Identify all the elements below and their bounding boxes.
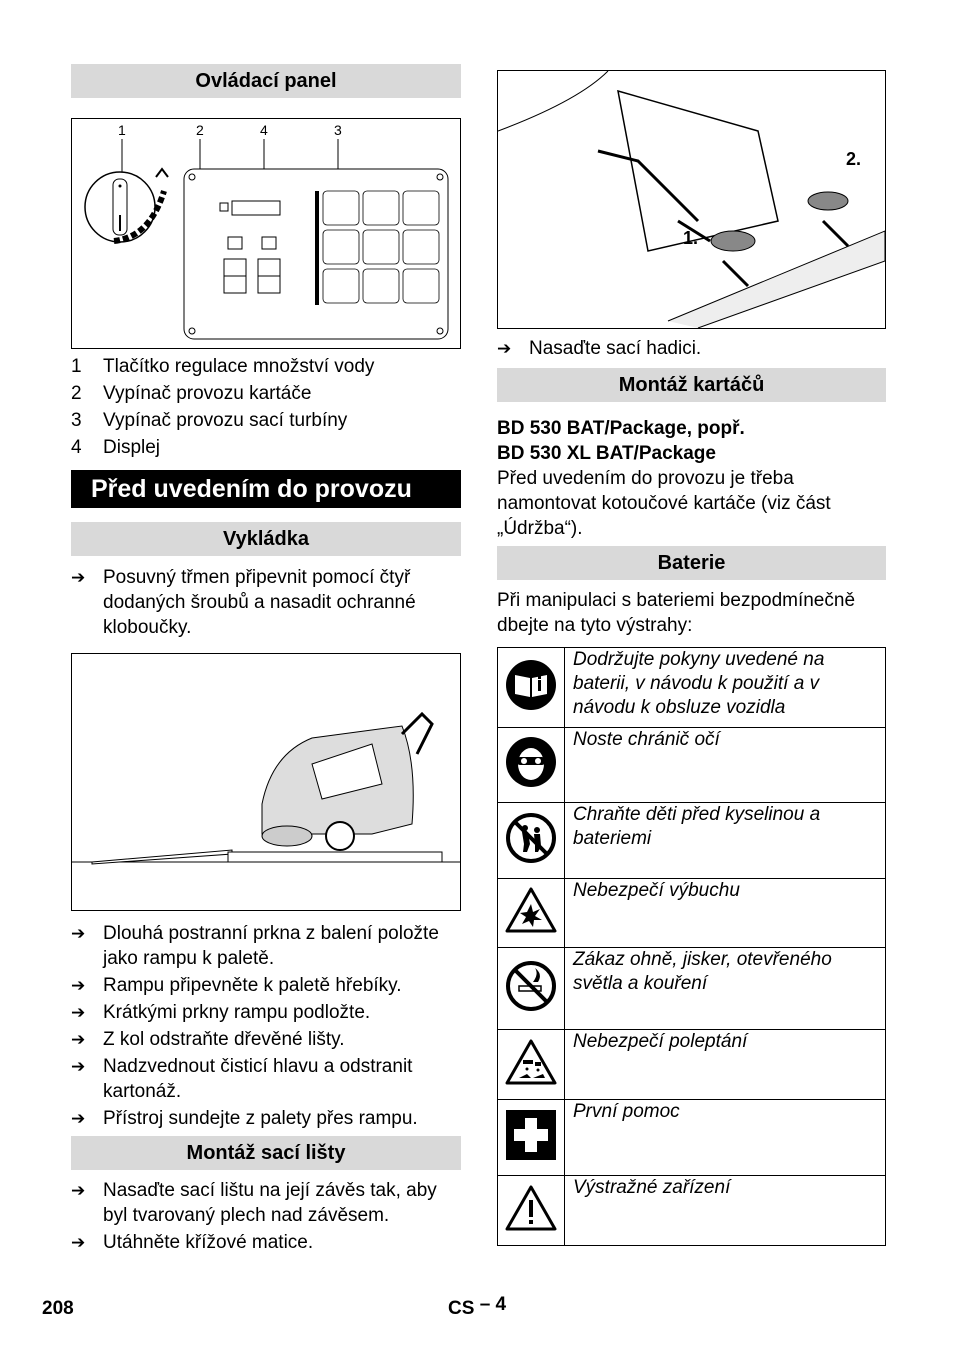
- squeegee-heading: Montáž sací lišty: [71, 1136, 461, 1170]
- table-row: [498, 648, 886, 728]
- battery-heading: Baterie: [497, 546, 886, 580]
- arrow-right-icon: ➔: [71, 1181, 86, 1200]
- legend-item: 2 Vypínač provozu kartáče: [71, 383, 312, 404]
- squeegee-steps: [71, 1178, 461, 1255]
- control-panel-drawing: [72, 119, 460, 348]
- warning-text: Výstražné zařízení: [565, 1176, 886, 1246]
- arrow-right-icon: ➔: [71, 924, 86, 943]
- unloading-steps: [71, 565, 461, 640]
- arrow-right-icon: ➔: [71, 1109, 86, 1128]
- table-row: [498, 728, 886, 803]
- list-item: ➔ Krátkými prkny rampu podložte.: [71, 1002, 371, 1023]
- brush-text: Před uvedením do provozu je třeba namontovat kotoučové kartáče (viz část „Údržba“).: [497, 468, 831, 539]
- table-row: [498, 948, 886, 1030]
- arrow-right-icon: ➔: [71, 1233, 86, 1252]
- warning-text: Chraňte děti před kyselinou a bateriemi: [565, 803, 886, 879]
- list-item: ➔ Utáhněte křížové matice.: [71, 1232, 314, 1253]
- warning-text: Nebezpečí výbuchu: [565, 879, 886, 948]
- arrow-right-icon: ➔: [71, 976, 86, 995]
- list-item: ➔ Rampu připevněte k paletě hřebíky.: [71, 975, 402, 996]
- step-2-label: 2.: [846, 149, 862, 169]
- page-number: 208: [42, 1298, 74, 1319]
- machine-on-pallet-figure: [71, 653, 461, 911]
- display: [232, 201, 280, 215]
- arrow-right-icon: ➔: [71, 1030, 86, 1049]
- table-row: [498, 1030, 886, 1100]
- table-row: [498, 803, 886, 879]
- arrow-right-icon: ➔: [497, 339, 512, 358]
- list-item: ➔ Přístroj sundejte z palety přes rampu.: [71, 1108, 418, 1129]
- left-column: [71, 64, 461, 1257]
- control-panel-figure: [71, 118, 461, 349]
- no-fire-smoking-icon: [505, 960, 557, 1012]
- warning-text: Noste chránič očí: [565, 728, 886, 803]
- arrow-right-icon: ➔: [71, 1003, 86, 1022]
- unloading-heading: Vykládka: [71, 522, 461, 556]
- step-1-label: 1.: [683, 228, 699, 248]
- squeegee-mount-figure: [497, 70, 886, 329]
- legend-item: 4 Displej: [71, 437, 161, 458]
- list-item: ➔ Nadzvednout čisticí hlavu a odstranit kartonáž.: [71, 1056, 413, 1102]
- list-item: ➔ Dlouhá postranní prkna z balení položte jako rampu k paletě.: [71, 923, 439, 969]
- arrow-right-icon: ➔: [71, 1057, 86, 1076]
- warning-text: Dodržujte pokyny uvedené na baterii, v návodu k použití a v návodu k obsluze vozidla: [565, 648, 886, 728]
- section-heading: Před uvedením do provozu: [71, 470, 461, 508]
- legend-item: 3 Vypínač provozu sací turbíny: [71, 410, 348, 431]
- control-panel-heading: Ovládací panel: [71, 64, 461, 98]
- list-item: ➔ Z kol odstraňte dřevěné lišty.: [71, 1029, 345, 1050]
- corrosive-hazard-icon: [505, 1038, 557, 1086]
- warning-text: Zákaz ohně, jisker, otevřeného světla a kouření: [565, 948, 886, 1030]
- eye-protection-icon: [505, 736, 557, 788]
- warning-icon: [505, 1184, 557, 1232]
- water-quantity-knob: [85, 169, 168, 242]
- right-column: [497, 70, 886, 1246]
- hose-steps: [497, 336, 886, 361]
- warning-text: První pomoc: [565, 1100, 886, 1176]
- arrow-right-icon: ➔: [71, 568, 86, 587]
- brush-heading: Montáž kartáčů: [497, 368, 886, 402]
- read-manual-icon: [505, 659, 557, 711]
- table-row: [498, 879, 886, 948]
- page-language-section: CS – 4: [448, 1294, 507, 1319]
- list-item: ➔ Nasaďte sací lištu na její závěs tak, aby byl tvarovaný plech nad závěsem.: [71, 1180, 437, 1226]
- squeegee-drawing: [498, 71, 885, 328]
- explosion-hazard-icon: [505, 886, 557, 934]
- ramp-steps: [71, 921, 461, 1131]
- table-row: [498, 1100, 886, 1176]
- table-row: [498, 1176, 886, 1246]
- battery-intro: Při manipulaci s bateriemi bezpodmínečně dbejte na tyto výstrahy:: [497, 590, 856, 636]
- callout-1: 1: [118, 122, 126, 138]
- list-item: ➔ Posuvný třmen připevnit pomocí čtyř dodaných šroubů a nasadit ochranné kloboučky.: [71, 567, 416, 638]
- callout-3: 3: [334, 122, 342, 138]
- callout-2: 2: [196, 122, 204, 138]
- battery-warnings-table: [497, 647, 886, 1246]
- machine-drawing: [72, 654, 460, 910]
- list-item: ➔ Nasaďte sací hadici.: [497, 338, 702, 359]
- first-aid-icon: [505, 1109, 557, 1161]
- brush-subheading: BD 530 BAT/Package, popř. BD 530 XL BAT/Package: [497, 418, 745, 464]
- control-panel-legend: [71, 353, 461, 461]
- legend-item: 1 Tlačítko regulace množství vody: [71, 356, 375, 377]
- callout-4: 4: [260, 122, 268, 138]
- keep-children-away-icon: [505, 812, 557, 864]
- warning-text: Nebezpečí poleptání: [565, 1030, 886, 1100]
